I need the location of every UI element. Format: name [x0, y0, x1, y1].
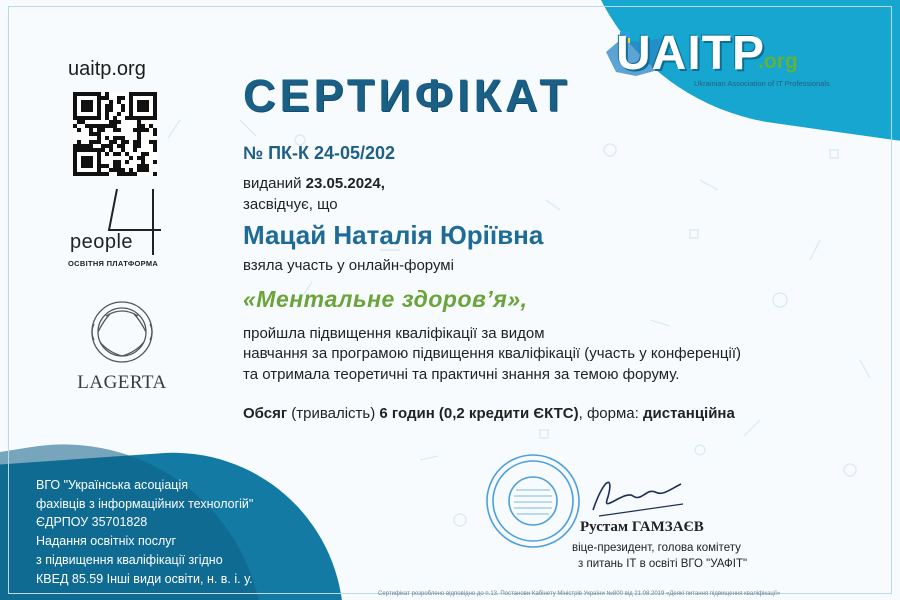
certifies-line: засвідчує, що [243, 196, 338, 213]
volume-line [243, 405, 735, 422]
took-part-line: взяла участь у онлайн-форумі [243, 257, 454, 274]
uaitp-logo-text: UAITP [616, 27, 765, 80]
qr-code[interactable] [73, 92, 157, 176]
certificate-number: № ПК-К 24-05/202 [243, 143, 396, 163]
org-line-4: Надання освітніх послуг [36, 534, 177, 549]
issued-prefix: виданий [243, 175, 306, 192]
signer-role-line-1: віце-президент, голова комітету [572, 542, 741, 554]
issued-date: 23.05.2024, [305, 175, 385, 192]
people4-subtitle: ОСВІТНЯ ПЛАТФОРМА [68, 259, 159, 268]
lagerta-wreath-icon [72, 296, 172, 372]
site-url[interactable]: uaitp.org [68, 58, 146, 80]
signer-name: Рустам ГАМЗАЄВ [580, 519, 704, 535]
org-line-1: ВГО "Українська асоціація [36, 478, 188, 492]
lagerta-logo [72, 296, 172, 401]
issued-line [243, 175, 385, 192]
legal-footnote: Сертифікат розроблено відповідно до п.13. Постанови Кабінету Міністрів України №800 від 21.08.2019 «Деякі питання підвищення кваліфікації» [378, 591, 781, 597]
recipient-name: Мацай Наталія Юріївна [243, 220, 544, 250]
qualification-line-1: пройшла підвищення кваліфікації за видом [243, 325, 545, 342]
forum-title: «Ментальне здоров’я», [243, 286, 528, 312]
form-label: , форма: [578, 405, 643, 422]
qr-code-image [73, 92, 157, 176]
qualification-line-3: та отримала теоретичні та практичні знання за темою форуму. [243, 366, 680, 383]
signature [585, 470, 685, 520]
signer-role-line-2: з питань ІТ в освіті ВГО "УАФІТ" [578, 558, 748, 570]
volume-mid: (тривалість) [287, 405, 380, 422]
certificate-title: СЕРТИФІКАТ [243, 70, 571, 121]
uaitp-logo [598, 26, 858, 100]
volume-label: Обсяг [243, 405, 288, 422]
uaitp-logo-subtitle: Ukrainian Association of IT Professionals [694, 79, 830, 88]
org-line-5: з підвищення кваліфікації згідно [36, 552, 223, 567]
organization-info [36, 476, 253, 588]
people4-logo [65, 185, 175, 270]
org-line-3: ЄДРПОУ 35701828 [36, 515, 148, 530]
lagerta-word: LAGERTA [77, 372, 167, 393]
organization-stamp [484, 448, 582, 554]
org-line-6: КВЕД 85.59 Інші види освіти, н. в. і. у. [36, 571, 253, 586]
form-value: дистанційна [642, 405, 735, 422]
uaitp-logo-org: .org [758, 50, 798, 73]
volume-value: 6 годин (0,2 кредити ЄКТС) [379, 405, 579, 422]
qualification-line-2: навчання за програмою підвищення кваліфікації (участь у конференції) [243, 345, 742, 362]
people4-word: people [70, 231, 134, 253]
org-line-2: фахівців з інформаційних технологій" [36, 496, 254, 511]
